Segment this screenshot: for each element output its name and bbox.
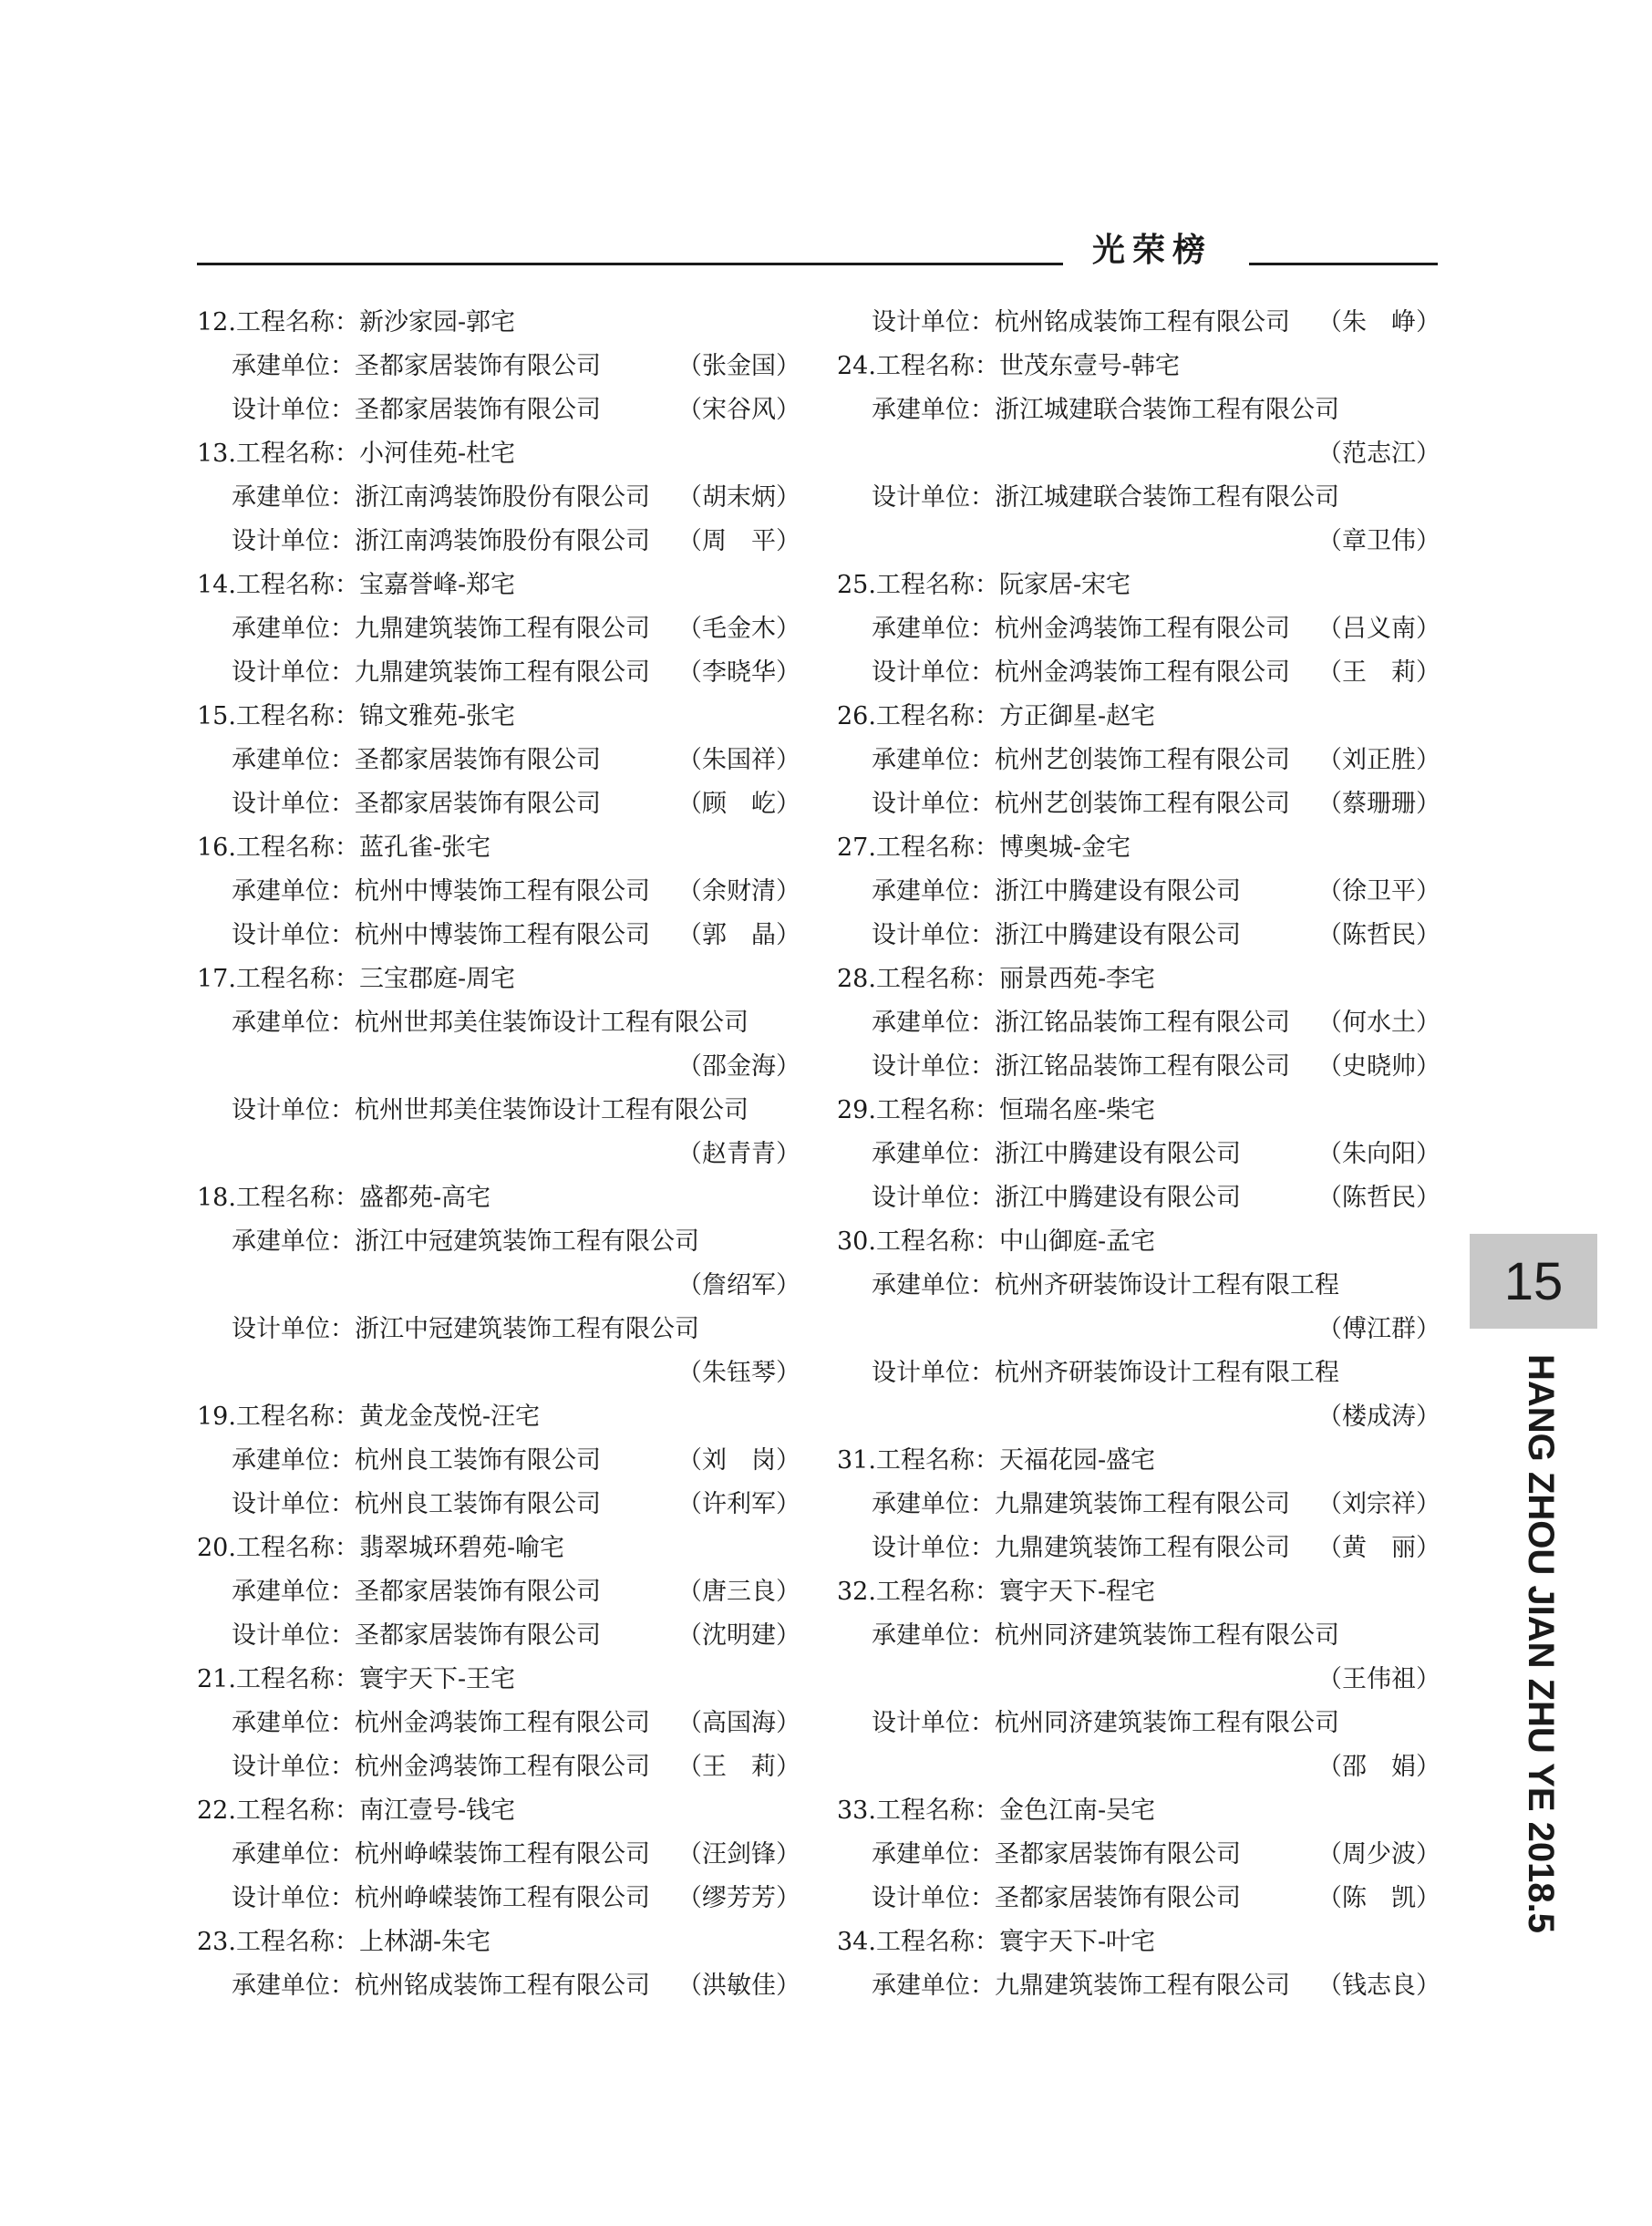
- project-title: [837, 1220, 1440, 1264]
- unit-label: 设计单位：浙江城建联合装饰工程有限公司: [872, 483, 1339, 512]
- project-title: [197, 432, 800, 476]
- unit-label: 承建单位：杭州金鸿装饰工程有限公司: [232, 1709, 650, 1737]
- project-label: 13.工程名称：小河佳苑-杜宅: [197, 440, 516, 468]
- unit-label: 承建单位：圣都家居装饰有限公司: [232, 352, 601, 380]
- person-name: （范志江）: [1317, 440, 1440, 468]
- right-column: [837, 301, 1440, 2008]
- person-name: （陈哲民）: [1317, 921, 1440, 949]
- unit-line: [197, 1220, 800, 1264]
- person-name: （钱志良）: [1317, 1972, 1440, 2000]
- project-label: 24.工程名称：世茂东壹号-韩宅: [837, 352, 1181, 380]
- header-rule-left: [197, 263, 1063, 265]
- person-name: （刘 岗）: [677, 1446, 800, 1475]
- project-title: [197, 1176, 800, 1220]
- person-name: （楼成涛）: [1317, 1403, 1440, 1431]
- unit-label: 设计单位：九鼎建筑装饰工程有限公司: [872, 1534, 1290, 1562]
- unit-label: 设计单位：杭州金鸿装饰工程有限公司: [232, 1753, 650, 1781]
- person-name: （缪芳芳）: [677, 1884, 800, 1912]
- unit-label: 设计单位：浙江南鸿装饰股份有限公司: [232, 527, 650, 555]
- person-name: （周 平）: [677, 527, 800, 555]
- unit-label: 设计单位：杭州良工装饰有限公司: [232, 1490, 601, 1518]
- person-name: （朱钰琴）: [677, 1359, 800, 1387]
- project-label: 29.工程名称：恒瑞名座-柴宅: [837, 1096, 1156, 1124]
- person-name: （章卫伟）: [1317, 527, 1440, 555]
- person-name: （邵金海）: [677, 1052, 800, 1081]
- person-name: （张金国）: [677, 352, 800, 380]
- project-title: [837, 958, 1440, 1001]
- project-label: 16.工程名称：蓝孔雀-张宅: [197, 833, 491, 862]
- unit-line: [837, 1176, 1440, 1220]
- person-name: （顾 屹）: [677, 790, 800, 818]
- unit-line: [837, 607, 1440, 651]
- unit-label: 承建单位：杭州铭成装饰工程有限公司: [232, 1972, 650, 2000]
- unit-label: 承建单位：浙江城建联合装饰工程有限公司: [872, 396, 1339, 424]
- person-name: （高国海）: [677, 1709, 800, 1737]
- unit-line: [197, 388, 800, 432]
- project-label: 12.工程名称：新沙家园-郭宅: [197, 308, 516, 336]
- unit-label: 设计单位：杭州铭成装饰工程有限公司: [872, 308, 1290, 336]
- unit-label: 设计单位：圣都家居装饰有限公司: [872, 1884, 1241, 1912]
- unit-line: [197, 870, 800, 914]
- person-name: （何水土）: [1317, 1009, 1440, 1037]
- project-label: 17.工程名称：三宝郡庭-周宅: [197, 965, 516, 993]
- person-name: （余财清）: [677, 877, 800, 906]
- person-name-line: [197, 1351, 800, 1395]
- person-name: （朱国祥）: [677, 746, 800, 774]
- unit-line: [837, 1877, 1440, 1921]
- unit-label: 设计单位：九鼎建筑装饰工程有限公司: [232, 658, 650, 687]
- unit-line: [197, 782, 800, 826]
- person-name-line: [837, 432, 1440, 476]
- unit-line: [837, 782, 1440, 826]
- unit-line: [197, 914, 800, 958]
- project-label: 31.工程名称：天福花园-盛宅: [837, 1446, 1156, 1475]
- unit-line: [837, 1527, 1440, 1570]
- person-name: （王 莉）: [1317, 658, 1440, 687]
- unit-line: [197, 1570, 800, 1614]
- person-name: （朱向阳）: [1317, 1140, 1440, 1168]
- unit-label: 承建单位：九鼎建筑装饰工程有限公司: [232, 615, 650, 643]
- person-name: （蔡珊珊）: [1317, 790, 1440, 818]
- project-title: [837, 1921, 1440, 1964]
- project-title: [197, 1789, 800, 1833]
- unit-line: [837, 388, 1440, 432]
- project-title: [197, 826, 800, 870]
- person-name: （傅江群）: [1317, 1315, 1440, 1343]
- unit-label: 承建单位：浙江中腾建设有限公司: [872, 877, 1241, 906]
- left-column: [197, 301, 800, 2008]
- unit-label: 承建单位：杭州中博装饰工程有限公司: [232, 877, 650, 906]
- project-title: [197, 564, 800, 607]
- unit-line: [837, 1351, 1440, 1395]
- unit-label: 承建单位：九鼎建筑装饰工程有限公司: [872, 1490, 1290, 1518]
- unit-line: [197, 739, 800, 782]
- unit-label: 设计单位：浙江中腾建设有限公司: [872, 921, 1241, 949]
- person-name: （周少波）: [1317, 1840, 1440, 1869]
- project-title: [837, 695, 1440, 739]
- person-name-line: [837, 1395, 1440, 1439]
- person-name: （李晓华）: [677, 658, 800, 687]
- project-title: [197, 1921, 800, 1964]
- project-label: 18.工程名称：盛都苑-高宅: [197, 1184, 491, 1212]
- project-title: [837, 564, 1440, 607]
- project-label: 14.工程名称：宝嘉誉峰-郑宅: [197, 571, 516, 599]
- person-name: （许利军）: [677, 1490, 800, 1518]
- unit-label: 承建单位：浙江铭品装饰工程有限公司: [872, 1009, 1290, 1037]
- person-name: （陈哲民）: [1317, 1184, 1440, 1212]
- person-name: （沈明建）: [677, 1621, 800, 1650]
- unit-label: 承建单位：杭州良工装饰有限公司: [232, 1446, 601, 1475]
- unit-label: 设计单位：杭州艺创装饰工程有限公司: [872, 790, 1290, 818]
- unit-line: [197, 651, 800, 695]
- project-title: [837, 1089, 1440, 1133]
- person-name: （汪剑锋）: [677, 1840, 800, 1869]
- unit-label: 承建单位：杭州世邦美住装饰设计工程有限公司: [232, 1009, 749, 1037]
- unit-label: 设计单位：圣都家居装饰有限公司: [232, 1621, 601, 1650]
- unit-label: 承建单位：九鼎建筑装饰工程有限公司: [872, 1972, 1290, 2000]
- project-title: [837, 1439, 1440, 1483]
- project-label: 30.工程名称：中山御庭-孟宅: [837, 1227, 1156, 1256]
- unit-line: [197, 1702, 800, 1745]
- project-label: 22.工程名称：南江壹号-钱宅: [197, 1796, 516, 1825]
- person-name-line: [197, 1264, 800, 1308]
- person-name: （徐卫平）: [1317, 877, 1440, 906]
- person-name-line: [837, 1745, 1440, 1789]
- unit-label: 设计单位：浙江中冠建筑装饰工程有限公司: [232, 1315, 699, 1343]
- unit-line: [197, 1439, 800, 1483]
- unit-label: 承建单位：杭州峥嵘装饰工程有限公司: [232, 1840, 650, 1869]
- person-name-line: [197, 1045, 800, 1089]
- person-name: （王 莉）: [677, 1753, 800, 1781]
- unit-label: 承建单位：圣都家居装饰有限公司: [872, 1840, 1241, 1869]
- project-title: [837, 345, 1440, 388]
- person-name: （朱 峥）: [1317, 308, 1440, 336]
- person-name: （王伟祖）: [1317, 1665, 1440, 1693]
- person-name: （刘宗祥）: [1317, 1490, 1440, 1518]
- unit-line: [197, 1308, 800, 1351]
- unit-label: 承建单位：杭州艺创装饰工程有限公司: [872, 746, 1290, 774]
- unit-label: 承建单位：杭州齐研装饰设计工程有限工程: [872, 1271, 1339, 1299]
- unit-line: [197, 1001, 800, 1045]
- section-title: 光荣榜: [1092, 232, 1213, 269]
- unit-label: 设计单位：杭州金鸿装饰工程有限公司: [872, 658, 1290, 687]
- unit-line: [837, 1001, 1440, 1045]
- project-label: 26.工程名称：方正御星-赵宅: [837, 702, 1156, 730]
- unit-line: [197, 1745, 800, 1789]
- unit-label: 承建单位：浙江中冠建筑装饰工程有限公司: [232, 1227, 699, 1256]
- project-label: 15.工程名称：锦文雅苑-张宅: [197, 702, 516, 730]
- person-name: （宋谷风）: [677, 396, 800, 424]
- person-name: （赵青青）: [677, 1140, 800, 1168]
- project-label: 34.工程名称：寰宇天下-叶宅: [837, 1928, 1156, 1956]
- person-name: （陈 凯）: [1317, 1884, 1440, 1912]
- unit-line: [837, 870, 1440, 914]
- unit-label: 承建单位：圣都家居装饰有限公司: [232, 746, 601, 774]
- unit-line: [837, 1045, 1440, 1089]
- unit-label: 承建单位：杭州同济建筑装饰工程有限公司: [872, 1621, 1339, 1650]
- page-number: 15: [1470, 1234, 1597, 1329]
- unit-line: [197, 1964, 800, 2008]
- unit-line: [837, 651, 1440, 695]
- unit-label: 设计单位：杭州同济建筑装饰工程有限公司: [872, 1709, 1339, 1737]
- project-label: 27.工程名称：博奥城-金宅: [837, 833, 1131, 862]
- project-label: 33.工程名称：金色江南-吴宅: [837, 1796, 1156, 1825]
- person-name: （毛金木）: [677, 615, 800, 643]
- unit-line: [197, 345, 800, 388]
- person-name: （刘正胜）: [1317, 746, 1440, 774]
- unit-label: 设计单位：浙江铭品装饰工程有限公司: [872, 1052, 1290, 1081]
- person-name: （洪敏佳）: [677, 1972, 800, 2000]
- project-title: [197, 1527, 800, 1570]
- unit-line: [197, 1833, 800, 1877]
- unit-line: [197, 1877, 800, 1921]
- person-name-line: [837, 1308, 1440, 1351]
- person-name-line: [197, 1133, 800, 1176]
- project-title: [197, 1395, 800, 1439]
- unit-line: [197, 520, 800, 564]
- person-name-line: [837, 520, 1440, 564]
- unit-line: [837, 476, 1440, 520]
- unit-line: [197, 1483, 800, 1527]
- project-title: [197, 1658, 800, 1702]
- unit-line: [197, 1614, 800, 1658]
- person-name: （史晓帅）: [1317, 1052, 1440, 1081]
- unit-line: [837, 914, 1440, 958]
- project-title: [197, 301, 800, 345]
- project-label: 23.工程名称：上林湖-朱宅: [197, 1928, 491, 1956]
- unit-line: [837, 301, 1440, 345]
- person-name-line: [837, 1658, 1440, 1702]
- project-title: [197, 695, 800, 739]
- unit-line: [837, 1614, 1440, 1658]
- unit-label: 设计单位：杭州世邦美住装饰设计工程有限公司: [232, 1096, 749, 1124]
- unit-label: 承建单位：浙江南鸿装饰股份有限公司: [232, 483, 650, 512]
- unit-line: [837, 1833, 1440, 1877]
- project-title: [837, 826, 1440, 870]
- person-name: （吕义南）: [1317, 615, 1440, 643]
- project-label: 19.工程名称：黄龙金茂悦-汪宅: [197, 1403, 541, 1431]
- unit-label: 承建单位：浙江中腾建设有限公司: [872, 1140, 1241, 1168]
- unit-label: 承建单位：杭州金鸿装饰工程有限公司: [872, 615, 1290, 643]
- unit-line: [837, 1483, 1440, 1527]
- project-label: 20.工程名称：翡翠城环碧苑-喻宅: [197, 1534, 565, 1562]
- unit-label: 设计单位：杭州中博装饰工程有限公司: [232, 921, 650, 949]
- unit-label: 设计单位：浙江中腾建设有限公司: [872, 1184, 1241, 1212]
- unit-line: [837, 1964, 1440, 2008]
- person-name: （詹绍军）: [677, 1271, 800, 1299]
- person-name: （邵 娟）: [1317, 1753, 1440, 1781]
- project-label: 21.工程名称：寰宇天下-王宅: [197, 1665, 516, 1693]
- person-name: （黄 丽）: [1317, 1534, 1440, 1562]
- unit-label: 承建单位：圣都家居装饰有限公司: [232, 1578, 601, 1606]
- journal-sidebar: [1471, 1354, 1599, 1938]
- unit-label: 设计单位：杭州齐研装饰设计工程有限工程: [872, 1359, 1339, 1387]
- unit-line: [837, 739, 1440, 782]
- person-name: （唐三良）: [677, 1578, 800, 1606]
- project-title: [837, 1570, 1440, 1614]
- unit-line: [837, 1264, 1440, 1308]
- unit-label: 设计单位：圣都家居装饰有限公司: [232, 790, 601, 818]
- project-label: 28.工程名称：丽景西苑-李宅: [837, 965, 1156, 993]
- person-name: （郭 晶）: [677, 921, 800, 949]
- project-label: 25.工程名称：阮家居-宋宅: [837, 571, 1131, 599]
- person-name: （胡末炳）: [677, 483, 800, 512]
- unit-line: [837, 1702, 1440, 1745]
- unit-label: 设计单位：杭州峥嵘装饰工程有限公司: [232, 1884, 650, 1912]
- project-label: 32.工程名称：寰宇天下-程宅: [837, 1578, 1156, 1606]
- unit-label: 设计单位：圣都家居装饰有限公司: [232, 396, 601, 424]
- project-title: [837, 1789, 1440, 1833]
- header-rule-right: [1249, 263, 1438, 265]
- unit-line: [197, 1089, 800, 1133]
- journal-title: HANG ZHOU JIAN ZHU YE 2018.5: [1521, 1354, 1561, 1933]
- unit-line: [197, 607, 800, 651]
- project-title: [197, 958, 800, 1001]
- unit-line: [197, 476, 800, 520]
- unit-line: [837, 1133, 1440, 1176]
